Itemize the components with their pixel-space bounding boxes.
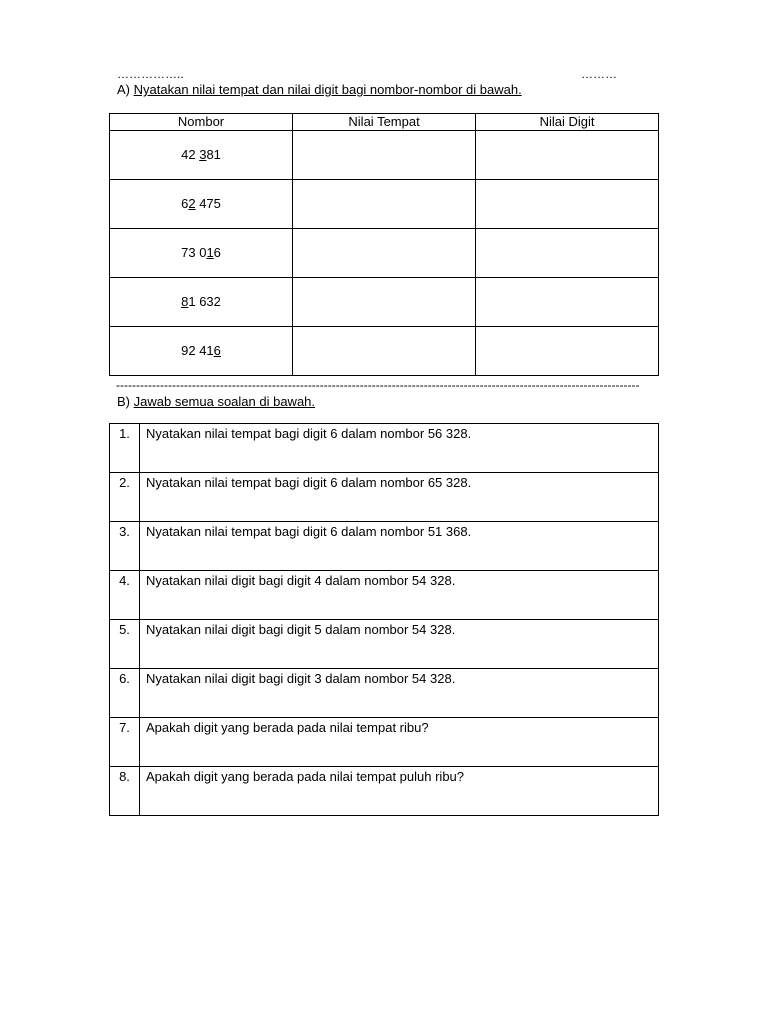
question-text: Apakah digit yang berada pada nilai tempat ribu?: [140, 718, 659, 767]
column-header-nombor: Nombor: [110, 114, 293, 131]
question-number: 6.: [110, 669, 140, 718]
nilai-tempat-answer-cell[interactable]: [293, 131, 476, 180]
number-part: 6: [181, 195, 189, 211]
question-row: [110, 424, 659, 473]
question-number: 3.: [110, 522, 140, 571]
number-part: 92 41: [181, 342, 214, 358]
question-number: 4.: [110, 571, 140, 620]
nilai-digit-answer-cell[interactable]: [476, 278, 659, 327]
question-text: Apakah digit yang berada pada nilai tempat puluh ribu?: [140, 767, 659, 816]
question-number: 1.: [110, 424, 140, 473]
question-text: Nyatakan nilai digit bagi digit 5 dalam nombor 54 328.: [140, 620, 659, 669]
nilai-tempat-answer-cell[interactable]: [293, 229, 476, 278]
number-part: 73 0: [181, 244, 207, 260]
underlined-digit: 8: [181, 293, 189, 309]
number-part: 42: [181, 146, 200, 162]
number-cell: [110, 327, 293, 376]
question-text: Nyatakan nilai digit bagi digit 4 dalam nombor 54 328.: [140, 571, 659, 620]
question-text: Nyatakan nilai tempat bagi digit 6 dalam nombor 51 368.: [140, 522, 659, 571]
question-row: [110, 620, 659, 669]
section-a-heading: [117, 82, 522, 97]
number-part: 475: [195, 195, 221, 211]
place-value-table: [109, 113, 659, 376]
question-row: [110, 718, 659, 767]
nilai-digit-answer-cell[interactable]: [476, 131, 659, 180]
question-row: [110, 571, 659, 620]
question-number: 8.: [110, 767, 140, 816]
question-number: 5.: [110, 620, 140, 669]
column-header-nilai-tempat: Nilai Tempat: [293, 114, 476, 131]
nilai-tempat-answer-cell[interactable]: [293, 278, 476, 327]
question-row: [110, 767, 659, 816]
number-cell: [110, 180, 293, 229]
underlined-digit: 1: [206, 244, 214, 260]
table-row: [110, 131, 659, 180]
section-separator: -----------------------------------------------------------------------------------------------------------------------------------: [116, 378, 640, 392]
table-header-row: [110, 114, 659, 131]
question-number: 7.: [110, 718, 140, 767]
number-cell: [110, 131, 293, 180]
table-row: [110, 278, 659, 327]
number-part: 1 632: [188, 293, 221, 309]
column-header-nilai-digit: Nilai Digit: [476, 114, 659, 131]
nilai-tempat-answer-cell[interactable]: [293, 180, 476, 229]
nilai-digit-answer-cell[interactable]: [476, 180, 659, 229]
section-b-heading: [117, 394, 315, 409]
number-cell: [110, 229, 293, 278]
question-text: Nyatakan nilai tempat bagi digit 6 dalam nombor 56 328.: [140, 424, 659, 473]
question-text: Nyatakan nilai digit bagi digit 3 dalam nombor 54 328.: [140, 669, 659, 718]
name-dots: ……………..: [117, 67, 184, 81]
nilai-digit-answer-cell[interactable]: [476, 229, 659, 278]
section-a-prefix: A): [117, 82, 130, 97]
section-b-instruction: Jawab semua soalan di bawah.: [133, 394, 316, 409]
number-part: 6: [213, 244, 221, 260]
underlined-digit: 3: [199, 146, 207, 162]
underlined-digit: 2: [188, 195, 196, 211]
table-row: [110, 327, 659, 376]
question-text: Nyatakan nilai tempat bagi digit 6 dalam nombor 65 328.: [140, 473, 659, 522]
table-row: [110, 229, 659, 278]
nilai-tempat-answer-cell[interactable]: [293, 327, 476, 376]
question-row: [110, 473, 659, 522]
number-part: 81: [206, 146, 221, 162]
table-row: [110, 180, 659, 229]
date-dots: ………: [581, 67, 617, 81]
number-cell: [110, 278, 293, 327]
underlined-digit: 6: [213, 342, 221, 358]
question-row: [110, 522, 659, 571]
question-row: [110, 669, 659, 718]
section-a-instruction: Nyatakan nilai tempat dan nilai digit bagi nombor-nombor di bawah.: [133, 82, 522, 97]
nilai-digit-answer-cell[interactable]: [476, 327, 659, 376]
question-number: 2.: [110, 473, 140, 522]
section-b-prefix: B): [117, 394, 130, 409]
questions-table: [109, 423, 659, 816]
